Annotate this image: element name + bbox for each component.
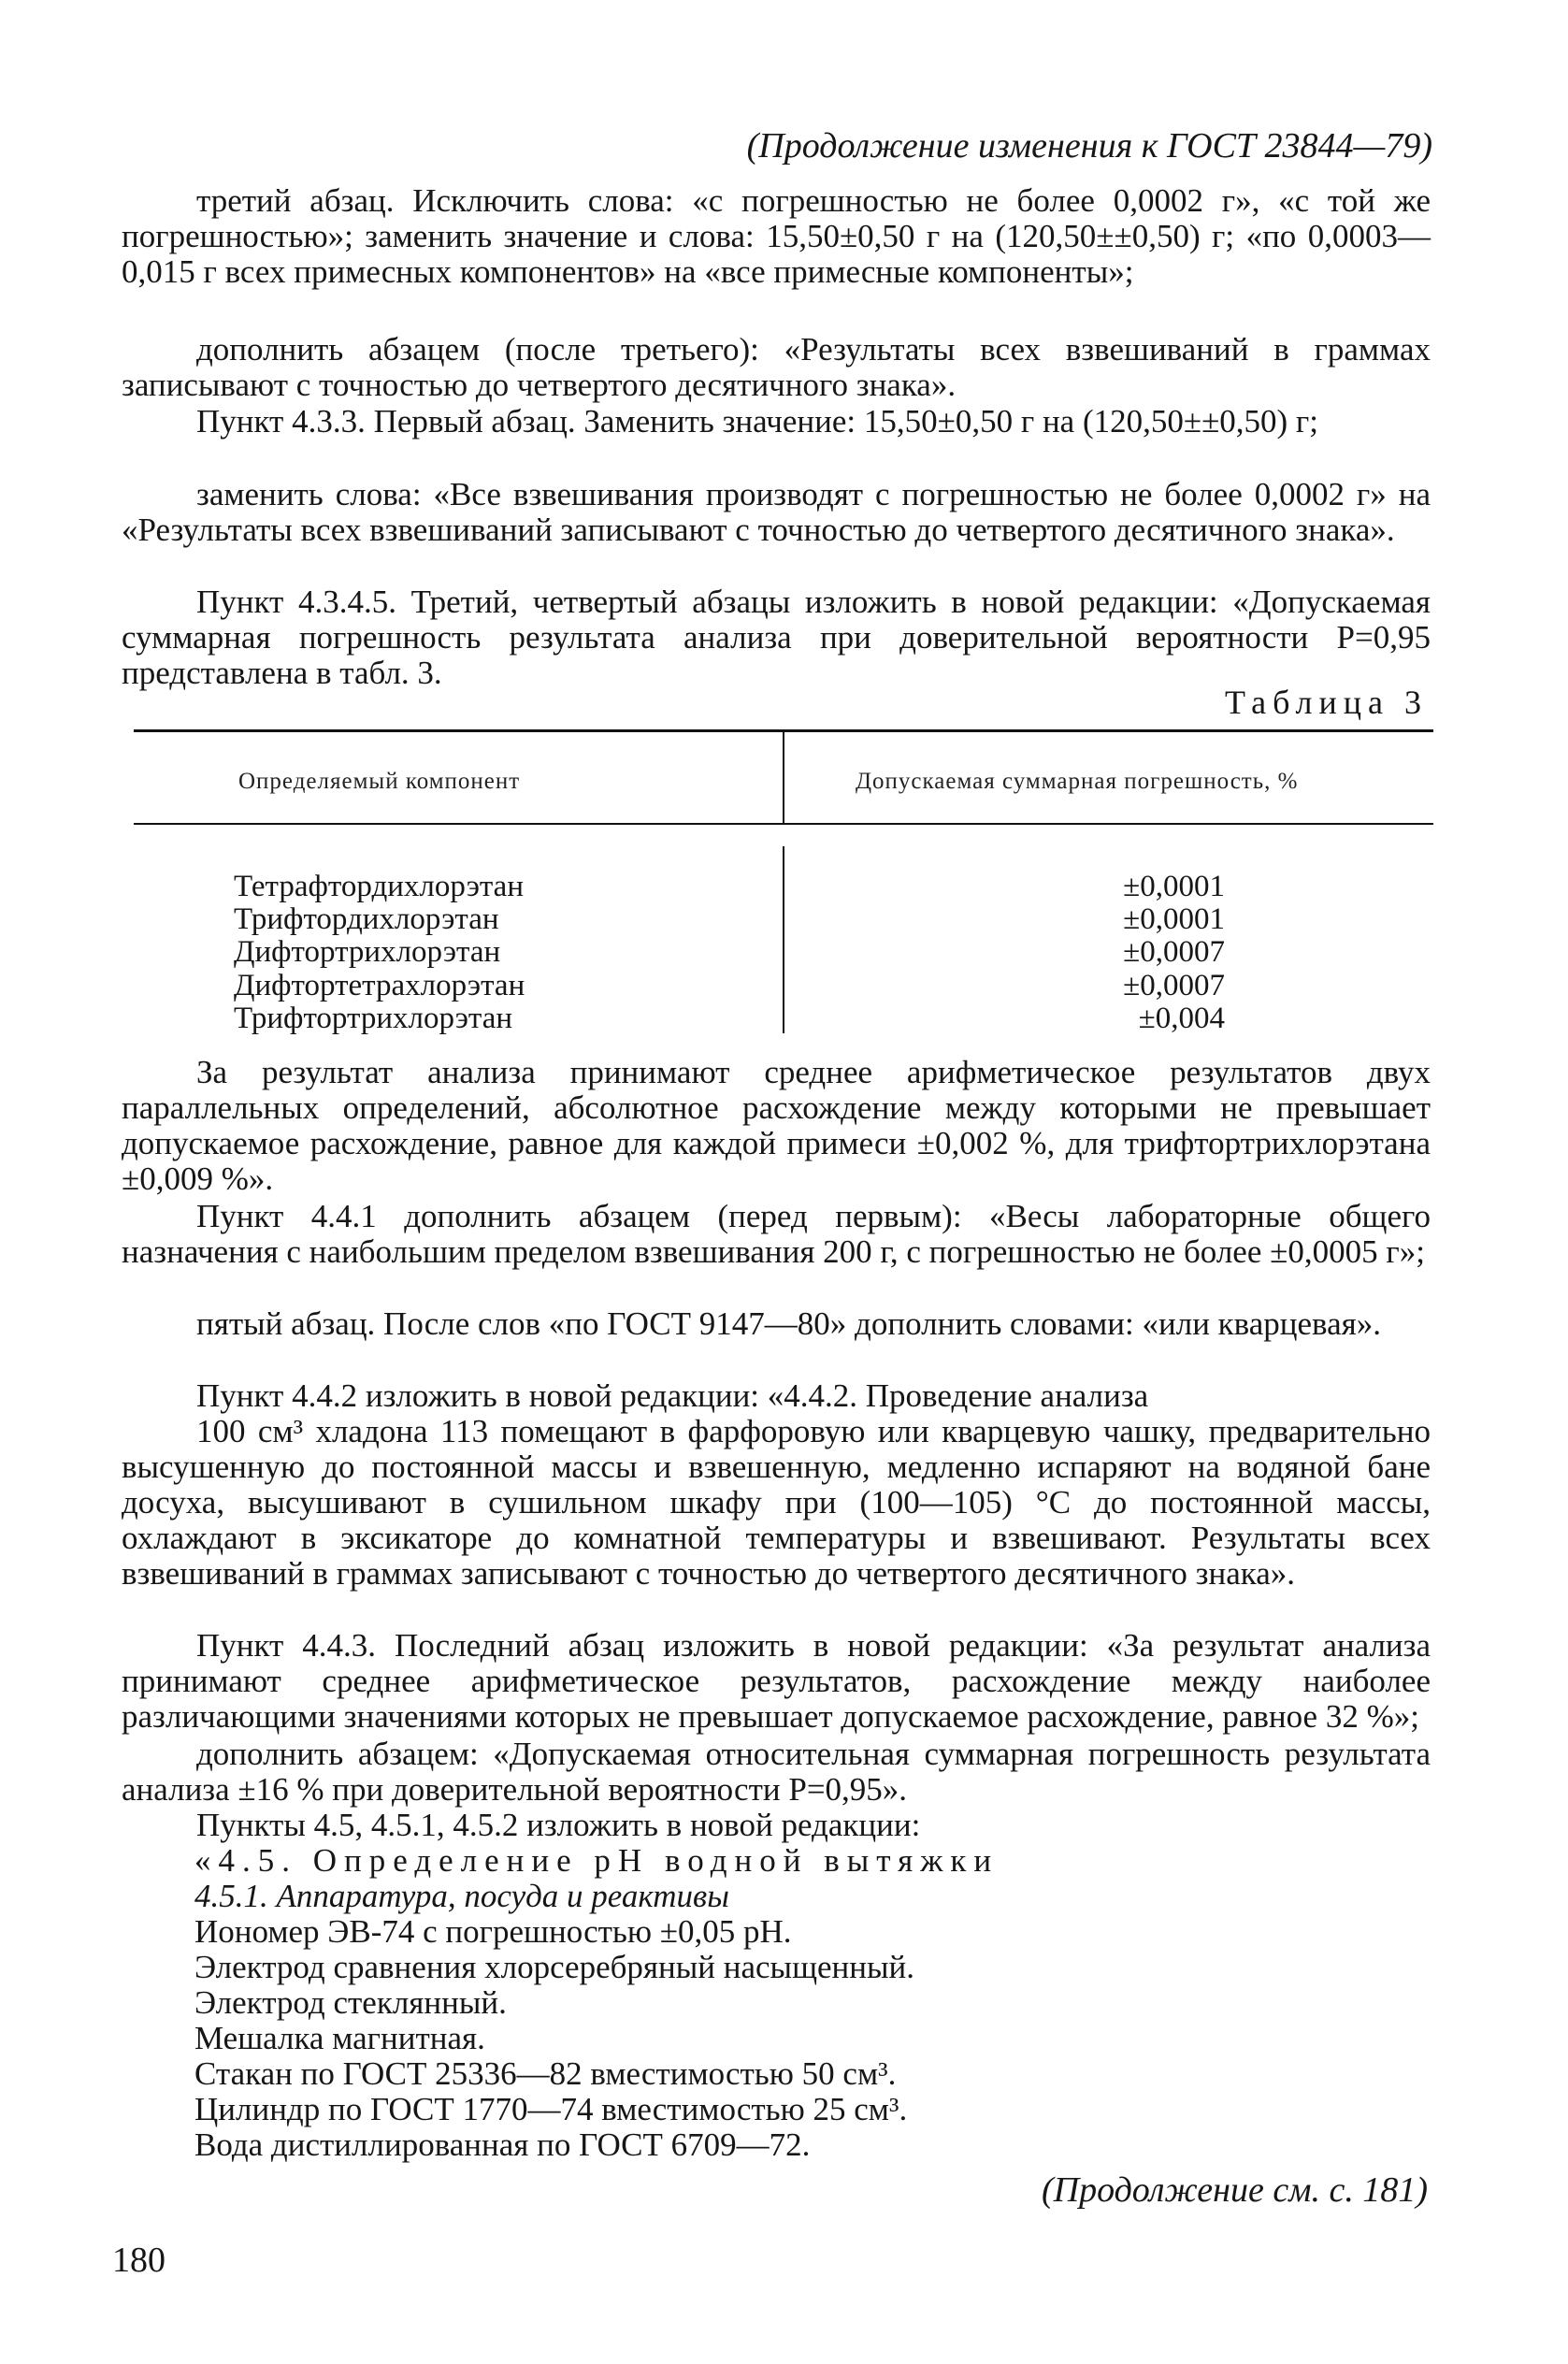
section-subheading: 4.5.1. Аппаратура, посуда и реактивы [194,1878,729,1914]
paragraph-9: Пункт 4.4.2 изложить в новой редакции: «4.4.2. Проведение анализа [196,1377,1149,1414]
table-row-component: Дифтортетрахлорэтан [234,969,525,1002]
table-header-error: Допускаемая суммарная погрешность, % [856,769,1299,794]
equipment-item: Иономер ЭВ-74 с погрешностью ±0,05 рН. [194,1913,792,1950]
paragraph-1: третий абзац. Исключить слова: «с погрешностью не более 0,0002 г», «с той же погрешностью»; заменить значение и слова: 15,50±0,50 г на (120,50±±0,50) г; «по 0,0003—0,015 г всех примесных компонентов» на «все примесные компоненты»; [122,182,1431,290]
table-header-divider [783,729,784,823]
paragraph-13: Пункты 4.5, 4.5.1, 4.5.2 изложить в новой редакции: [196,1807,921,1843]
table-row-component: Трифтордихлорэтан [234,902,499,936]
equipment-item: Мешалка магнитная. [194,2020,485,2056]
section-heading: «4.5. Определение рН водной вытяжки [194,1842,1000,1879]
table-row-error: ±0,0007 [1123,969,1225,1002]
table-row-error: ±0,004 [1138,1002,1225,1035]
paragraph-4: заменить слова: «Все взвешивания производят с погрешностью не более 0,0002 г» на «Результаты всех взвешиваний записывают с точностью до четвертого десятичного знака». [122,476,1431,548]
paragraph-11: Пункт 4.4.3. Последний абзац изложить в новой редакции: «За результат анализа принимают среднее арифметическое результатов, расхождение между наиболее различающими значениями которых не превышает допускаемое расхождение, равное 32 %»; [122,1627,1431,1735]
paragraph-6: За результат анализа принимают среднее арифметическое результатов двух параллельных определений, абсолютное расхождение между которыми не превышает допускаемое расхождение, равное для каждой примеси ±0,002 %, для трифтортрихлорэтана ±0,009 %». [122,1054,1431,1197]
paragraph-2: дополнить абзацем (после третьего): «Результаты всех взвешиваний в граммах записывают с точностью до четвертого десятичного знака». [122,331,1431,403]
table-row-error: ±0,0001 [1123,902,1225,936]
paragraph-12: дополнить абзацем: «Допускаемая относительная суммарная погрешность результата анализа ±16 % при доверительной вероятности Р=0,95». [122,1736,1431,1808]
table-row-error: ±0,0007 [1123,935,1225,969]
page-number: 180 [112,2241,165,2280]
equipment-item: Электрод стеклянный. [194,1984,507,2021]
table-header-rule [134,823,1433,825]
table-header-component: Определяемый компонент [238,769,521,794]
table-caption: Таблица 3 [1225,684,1428,721]
table-body-divider [783,846,784,1033]
table-row-component: Дифтортрихлорэтан [234,935,501,969]
equipment-item: Электрод сравнения хлорсеребряный насыщенный. [194,1949,915,1985]
table-row-component: Трифтортрихлорэтан [234,1002,513,1035]
paragraph-3: Пункт 4.3.3. Первый абзац. Заменить значение: 15,50±0,50 г на (120,50±±0,50) г; [196,403,1319,440]
paragraph-7: Пункт 4.4.1 дополнить абзацем (перед первым): «Весы лабораторные общего назначения с наибольшим пределом взвешивания 200 г, с погрешностью не более ±0,0005 г»; [122,1198,1431,1270]
paragraph-5: Пункт 4.3.4.5. Третий, четвертый абзацы изложить в новой редакции: «Допускаемая суммарная погрешность результата анализа при доверительной вероятности Р=0,95 представлена в табл. 3. [122,584,1431,691]
equipment-item: Вода дистиллированная по ГОСТ 6709—72. [194,2126,811,2163]
paragraph-8: пятый абзац. После слов «по ГОСТ 9147—80» дополнить словами: «или кварцевая». [196,1305,1381,1342]
header-continuation: (Продолжение изменения к ГОСТ 23844—79) [746,126,1432,166]
table-row-component: Тетрафтордихлорэтан [234,870,524,903]
table-row-error: ±0,0001 [1123,870,1225,903]
equipment-item: Цилиндр по ГОСТ 1770—74 вместимостью 25 см³. [194,2091,908,2127]
paragraph-10: 100 см³ хладона 113 помещают в фарфоровую или кварцевую чашку, предварительно высушенную до постоянной массы и взвешенную, медленно испаряют на водяной бане досуха, высушивают в сушильном шкафу при (100—105) °С до постоянной массы, охлаждают в эксикаторе до комнатной температуры и взвешивают. Результаты всех взвешиваний в граммах записывают с точностью до четвертого десятичного знака». [122,1413,1431,1592]
footer-continuation: (Продолжение см. с. 181) [1041,2170,1428,2210]
equipment-item: Стакан по ГОСТ 25336—82 вместимостью 50 см³. [194,2055,897,2092]
